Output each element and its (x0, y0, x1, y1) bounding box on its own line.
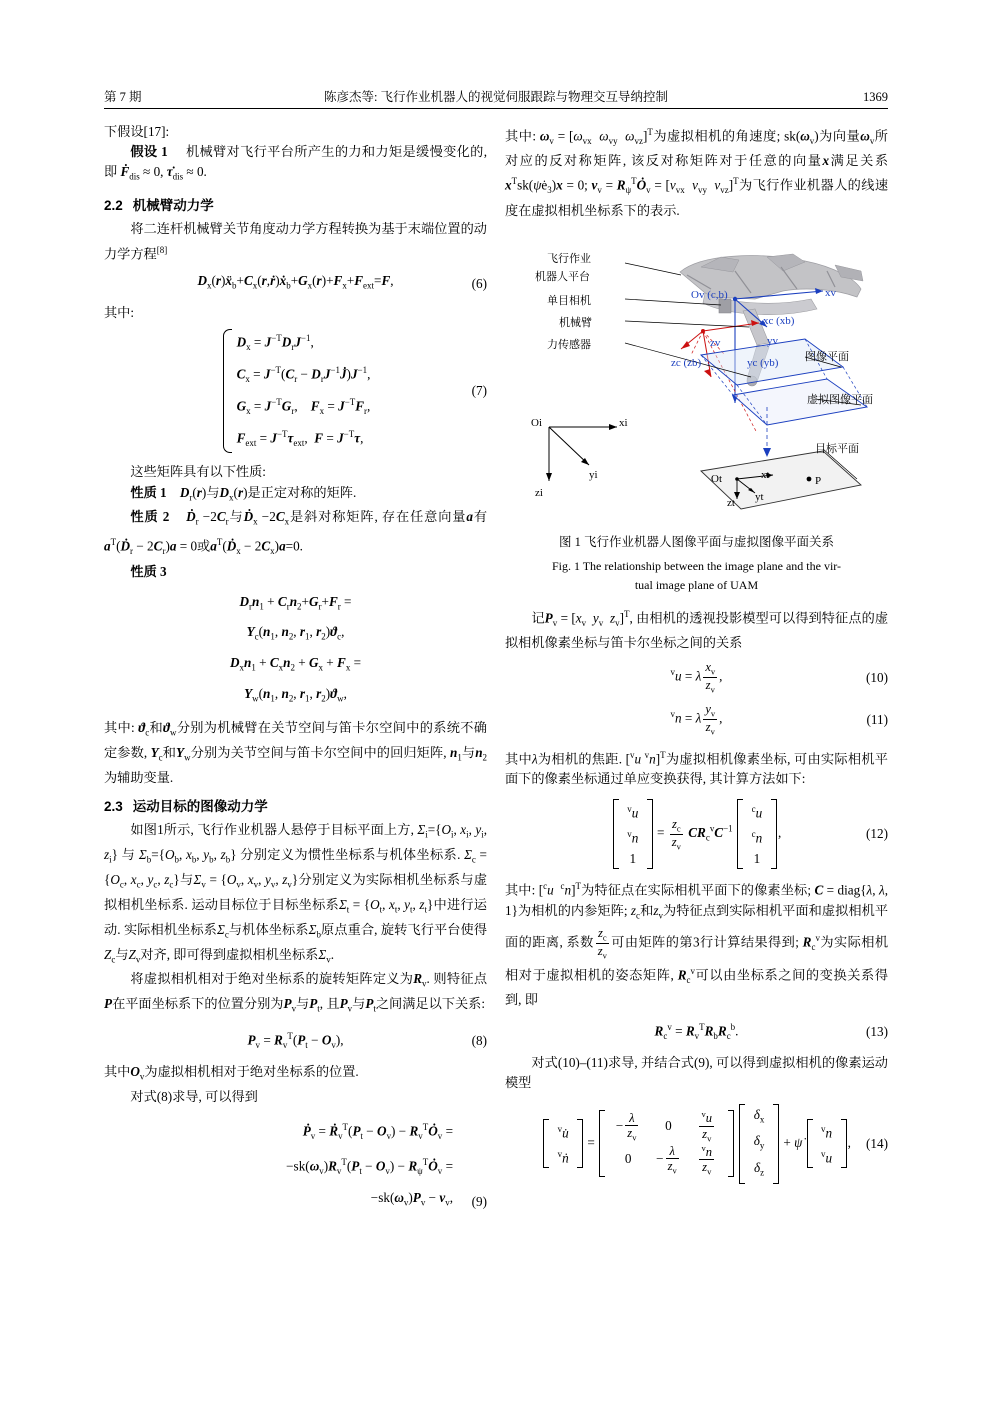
section-title-2-2: 机械臂动力学 (132, 198, 214, 214)
paragraph-assumption-lead: 下假设[17]: (104, 124, 170, 139)
property-3-label: 性质 3 (130, 563, 167, 579)
header-rule (104, 108, 888, 109)
figure-label-platform-line2: 机器人平台 (535, 270, 590, 283)
figure-label-platform-line1: 飞行作业 (547, 252, 591, 265)
matrix-virtual-pixel: $^v$u $^v$n 1 (613, 799, 653, 869)
page-number: 1369 (863, 90, 888, 104)
figure-math-yi: yi (589, 468, 598, 481)
equation-10-tag: (10) (866, 669, 888, 685)
matrix-jacobian: − $\frac{\lambda}{z_v}$ 0 $\frac{^vu}{z_v}$ 0 − $\frac{\lambda}{z_v}$ $\frac{^vn}{z_v}$ (599, 1110, 734, 1177)
paragraph-2-3-4: 对式(8)求导, 可以得到 (130, 1089, 258, 1105)
section-title-2-3: 运动目标的图像动力学 (132, 799, 268, 815)
equation-8: $P_v = R_v^T(P_t - O_v)$, (8) (247, 1031, 487, 1051)
matrix-real-pixel: $^c$u $^c$n 1 (737, 799, 777, 869)
figure-math-xc: xc (xb) (763, 314, 795, 327)
equation-10: $^v$u = λ $\frac{x_v}{z_v}$ , (10) (670, 660, 888, 695)
figure-math-yt: yt (755, 490, 764, 503)
paragraph-2-3-2: 将虚拟相机相对于绝对坐标系的旋转矩阵定义为$R_v$. 则特征点P在平面坐标系下的位置分别为$P_v$与$P_t$, 且$P_v$与$P_t$之间满足以下关系: (104, 971, 488, 1014)
equation-9-tag: (9) (471, 1193, 487, 1209)
issue-label: 第 7 期 (104, 90, 142, 104)
matrix-pixel-rates: $^v$u̇ $^v$ṅ (543, 1119, 583, 1168)
figure-math-ov: Ov (c,b) (691, 288, 728, 301)
equation-property-3: $D_rn_1 + C_rn_2+G_r+F_r$ = $Y_c(n_1$, $n_2$, $r_1$, $r_2)ϑ_c$, $D_xn_1 + C_xn_2 + G_x + F_x$ = $Y_w(n_1$, $n_2$, $r_1$, $r_2)ϑ_w$, (229, 593, 362, 704)
equation-11: $^v$n = λ $\frac{y_v}{z_v}$ , (11) (670, 702, 888, 737)
paragraph-right-mid: 其中λ为相机的焦距. [$^v$u $^v$n]$^T$为虚拟相机像素坐标, 可由实际相机平面下的像素坐标通过单应变换获得, 其计算方法如下: (505, 749, 888, 787)
figure-1-caption-en-line2: tual image plane of UAM (634, 577, 759, 592)
paragraph-assumption-1: 假设 1 机械臂对飞行平台所产生的力和力矩是缓慢变化的, 即 Ḟ$_{dis}$ ≈ 0, $\tau̇_{dis} \approx 0$. (104, 144, 488, 183)
figure-math-yv: yv (767, 334, 778, 347)
assumption-text: 机械臂对飞行平台所产生的力和力矩是缓慢变化的, 即 (104, 144, 488, 180)
figure-math-xv: xv (825, 286, 836, 299)
property-2-label: 性质 2 (130, 509, 170, 525)
paragraph-2-3-3: 其中$O_v$为虚拟相机相对于绝对坐标系的位置. (104, 1064, 359, 1083)
figure-math-yc: yc (yb) (747, 356, 779, 369)
equation-13-tag: (13) (866, 1023, 888, 1039)
figure-label-force-sensor: 力传感器 (547, 338, 591, 351)
figure-1-image (505, 227, 888, 527)
figure-label-virtual-image-plane: 虚拟图像平面 (807, 393, 873, 406)
equation-7: $D_x = J^{-T}D_rJ^{-1}$, $C_x = J^{-T}(C_r$ − $D_rJ^{-1}J̇)J^{-1}$, $G_x = J^{-T}G_r$, $F_x = J^{-T}F_r$, $F_{ext} = J^{-T}\tau_{ext}$, $F = J^{-T}\tau$, (7) (104, 327, 487, 455)
property-1-label: 性质 1 (130, 484, 167, 500)
paragraph-right-top: 其中: $\omega_v = [\omega_{vx}$ $\omega_{vy}$ $\omega_{vz}]^T$为虚拟相机的角速度; $sk(\omega_v)$为向量$\omega_v$所对应的反对称矩阵, 该反对称矩阵对于任意的向量x满足关系$x^Tsk(\psi̇e_3)x = 0$; $v_v$ = $R_\psi^TȮ_v = [v_{vx}$ $v_{vy}$ $v_{vz}]^T$为飞行作业机器人的线速度在虚拟相机坐标系下的表示. (505, 127, 889, 218)
equation-12-tag: (12) (866, 826, 888, 842)
figure-math-xi: xi (619, 416, 628, 429)
figure-label-image-plane: 图像平面 (805, 350, 849, 363)
paragraph-after-figure: 记$P_v = [x_v$ $y_v$ $z_v]^T$, 由相机的透视投影模型可以得到特征点的虚拟相机像素坐标与笛卡尔坐标之间的关系 (505, 608, 889, 651)
equation-14: $^v$u̇ $^v$ṅ = − $\frac{\lambda}{z_v}$ 0 $\frac{^vu}{z_v}$ 0 − $\frac{\lambda}{z_v}$ $\frac{^vn}{z_v}$ $\delta_x$ $\delta_y$ $\delta_z$ + ψ̇ $^v$n $^v$u , (14) (505, 1104, 888, 1184)
figure-label-manipulator: 机械臂 (559, 316, 592, 329)
equation-12: $^v$u $^v$n 1 = $\frac{z_c}{z_v}$ $CR_c^vC^{-1}$ $^c$u $^c$n 1 , (12) (505, 799, 888, 869)
equation-7-tag: (7) (471, 383, 487, 399)
matrix-delta: $\delta_x$ $\delta_y$ $\delta_z$ (739, 1104, 779, 1184)
figure-label-target-plane: 目标平面 (815, 442, 859, 455)
figure-math-zv: zv (710, 336, 721, 349)
right-column (505, 122, 888, 1191)
figure-math-zc: zc (zb) (671, 356, 702, 369)
assumption-label: 假设 1 (130, 144, 168, 160)
section-heading-2-2 (104, 196, 487, 216)
section-number-2-2: 2.2 (104, 198, 123, 214)
figure-math-zt: zt (727, 496, 735, 509)
paragraph-right-mid-2: 其中: [$^c$u $^c$n]$^T$为特征点在实际相机平面下的像素坐标; C = diag{λ, λ, 1}为相机的内参矩阵; $z_c$和$z_v$为特征点到实际相机平面和虚拟相机平面的距离, 系数 $\frac{z_c}{z_v}$ 可由矩阵的第3行计算结果得到; $R_c^v$为实际相机相对于虚拟相机的姿态矩阵, $R_c^v$可以由坐标系之间的变换关系得到, 即 (505, 881, 889, 1007)
paragraph-property-2: 性质 2 Ḋ$_r$ $-2C_r$与Ḋ$_x$ $-2C_x$是斜对称矩阵, 存在任意向量a有$a^T(Ḋ_r - 2C_r)a = 0$或$a^T(Ḋ_x - 2C_x)a=0$. (104, 509, 488, 557)
paragraph-qizhong-1: 其中: (104, 305, 135, 321)
figure-math-oi: Oi (531, 416, 542, 429)
matrix-pixel-swap: $^v$n $^v$u (807, 1119, 847, 1168)
paragraph-after-property-3: 其中: $ϑ_c$和$ϑ_w$分别为机械臂在关节空间与笛卡尔空间中的系统不确定参数, $Y_c$和$Y_w$分别为关节空间与笛卡尔空间中的回归矩阵, $n_1$与$n_2$为辅助变量. (104, 720, 488, 785)
paragraph-2-2-1: 将二连杆机械臂关节角度动力学方程转换为基于末端位置的动力学方程[8] (104, 221, 487, 262)
equation-13: $R_c^v = R_v^TR_bR_c^b$. (13) (654, 1022, 888, 1042)
equation-6: $D_x(r)ẍ_b+C_x(r,ṙ)ẋ_b+G_x(r)+F_x+F_{ext}=F$, (6) (104, 271, 487, 296)
figure-1-caption-en-line1: Fig. 1 The relationship between the image plane and the vir- (551, 558, 842, 573)
equation-8-tag: (8) (471, 1032, 487, 1048)
paragraph-right-bottom: 对式(10)–(11)求导, 并结合式(9), 可以得到虚拟相机的像素运动模型 (505, 1055, 888, 1091)
article-running-title: 陈彦杰等: 飞行作业机器人的视觉伺服跟踪与物理交互导纳控制 (323, 90, 669, 104)
paragraph-2-3-1: 如图1所示, 飞行作业机器人悬停于目标平面上方, $\Sigma_i=\{O_i$, $x_i$, $y_i$, $z_i$} 与 $\Sigma_b=\{O_b$, $x_b$, $y_b$, $z_b$} 分别定义为惯性坐标系与机体坐标系. $\Sigma_c = \{O_c$, $x_c$, $y_c$, $z_c$}与$\Sigma_v = \{O_v$, $x_v$, $y_v$, $z_v$}分别定义为实际相机坐标系与虚拟相机坐标系. 运动目标位于目标坐标系$\Sigma_t = \{O_t$, $x_t$, $y_t$, $z_t$}中进行运动. 实际相机坐标系$\Sigma_c$与机体坐标系$\Sigma_b$原点重合, 旋转飞行平台使得$Z_c$与$Z_v$对齐, 即可得到虚拟相机坐标系$\Sigma_v$. (104, 822, 488, 965)
left-column (104, 122, 487, 1222)
figure-math-p: P (815, 474, 822, 487)
figure-1-caption-cn: 图 1 飞行作业机器人图像平面与虚拟图像平面关系 (558, 534, 834, 549)
paragraph-property-3 (104, 562, 487, 582)
equation-11-tag: (11) (866, 711, 888, 727)
figure-label-mono-camera: 单目相机 (547, 294, 591, 307)
paragraph-properties-lead: 这些矩阵具有以下性质: (130, 464, 266, 480)
figure-math-ot: Ot (711, 472, 722, 485)
section-number-2-3: 2.3 (104, 799, 123, 815)
figure-math-zi: zi (535, 486, 543, 499)
running-head (104, 88, 888, 110)
equation-6-tag: (6) (471, 275, 487, 291)
equation-14-tag: (14) (866, 1135, 888, 1151)
paragraph-property-1: 性质 1 $D_r(r)$与$D_x(r)$是正定对称的矩阵. (130, 484, 357, 503)
section-heading-2-3 (104, 797, 487, 817)
equation-9: Ṗ$_v$ = $Ṙ_v^T(P_t - O_v)$ − $R_v^TȮ_v$ = $-sk(\omega_v)R_v^T(P_t - O_v)$ − $R_\psi^TȮ_v$ = $-sk(\omega_v)P_v - v_v$, (9) (104, 1114, 487, 1215)
figure-math-xt: xt (761, 468, 770, 481)
